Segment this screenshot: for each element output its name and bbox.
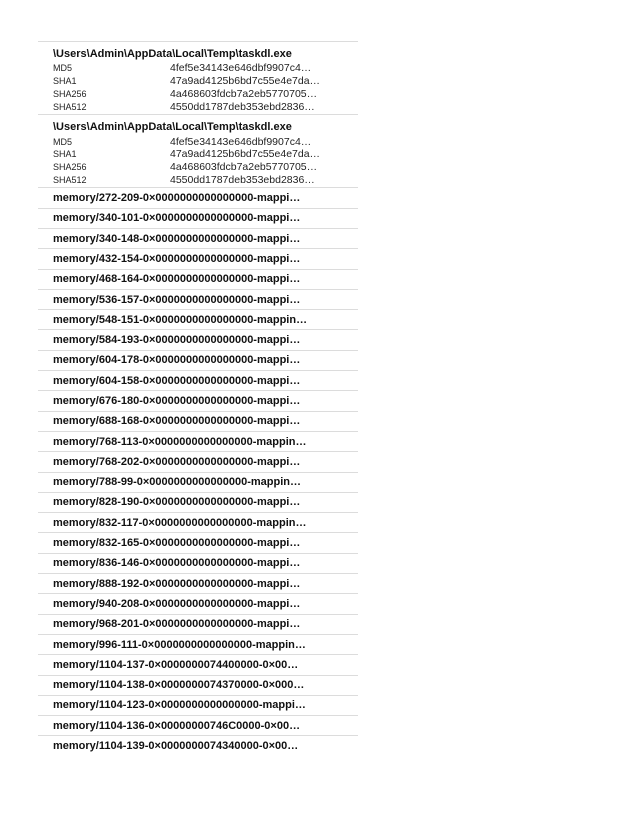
memory-row	[38, 654, 358, 674]
hash-row-sha512	[53, 174, 358, 187]
memory-item: memory/832-117-0×0000000000000000-mappin…	[53, 516, 307, 529]
memory-item: memory/768-113-0×0000000000000000-mappin…	[53, 435, 307, 448]
memory-row	[38, 370, 358, 390]
memory-item: memory/1104-138-0×0000000074370000-0×000…	[53, 679, 305, 692]
artifact-report	[38, 41, 358, 789]
memory-item: memory/536-157-0×0000000000000000-mappi…	[53, 293, 301, 306]
memory-item: memory/548-151-0×0000000000000000-mappin…	[53, 313, 308, 326]
memory-row	[38, 675, 358, 695]
memory-row	[38, 634, 358, 654]
memory-row	[38, 411, 358, 431]
hash-label: SHA512	[53, 174, 87, 185]
memory-row	[38, 532, 358, 552]
memory-item: memory/340-148-0×0000000000000000-mappi…	[53, 232, 301, 245]
hash-row-sha1	[53, 148, 358, 161]
hash-value: 47a9ad4125b6bd7c55e4e7da…	[170, 148, 321, 161]
memory-item: memory/432-154-0×0000000000000000-mappi…	[53, 252, 301, 265]
memory-item: memory/832-165-0×0000000000000000-mappi…	[53, 537, 301, 550]
hash-row-sha256	[53, 161, 358, 174]
memory-item: memory/272-209-0×0000000000000000-mappi…	[53, 192, 301, 205]
hash-value: 4550dd1787deb353ebd2836…	[170, 100, 315, 113]
memory-item: memory/1104-139-0×0000000074340000-0×00…	[53, 740, 299, 753]
memory-item: memory/604-178-0×0000000000000000-mappi…	[53, 354, 301, 367]
hash-value: 4a468603fdcb7a2eb5770705…	[170, 87, 318, 100]
hash-label: SHA1	[53, 76, 77, 87]
hash-value: 4fef5e34143e646dbf9907c4…	[170, 135, 312, 148]
memory-row	[38, 451, 358, 471]
memory-item: memory/788-99-0×0000000000000000-mappin…	[53, 476, 301, 489]
memory-item: memory/1104-137-0×0000000074400000-0×00…	[53, 658, 299, 671]
hash-row-md5	[53, 62, 358, 75]
memory-item: memory/340-101-0×0000000000000000-mappi…	[53, 212, 301, 225]
memory-row	[38, 329, 358, 349]
hash-value: 4550dd1787deb353ebd2836…	[170, 173, 315, 186]
memory-row	[38, 512, 358, 532]
memory-item: memory/688-168-0×0000000000000000-mappi…	[53, 415, 301, 428]
memory-item: memory/768-202-0×0000000000000000-mappi…	[53, 455, 301, 468]
hash-value: 4a468603fdcb7a2eb5770705…	[170, 161, 318, 174]
memory-row	[38, 289, 358, 309]
hash-label: MD5	[53, 136, 73, 147]
memory-item: memory/1104-136-0×00000000746C0000-0×00…	[53, 719, 301, 732]
hash-label: SHA1	[53, 149, 77, 160]
memory-item: memory/996-111-0×0000000000000000-mappin…	[53, 638, 306, 651]
memory-row	[38, 735, 358, 755]
memory-item: memory/676-180-0×0000000000000000-mappi…	[53, 394, 301, 407]
memory-row	[38, 553, 358, 573]
memory-row	[38, 593, 358, 613]
hash-label: SHA256	[53, 162, 87, 173]
memory-item: memory/836-146-0×0000000000000000-mappi…	[53, 557, 301, 570]
hash-row-sha256	[53, 88, 358, 101]
memory-item: memory/584-193-0×0000000000000000-mappi…	[53, 334, 301, 347]
memory-row	[38, 187, 358, 207]
memory-row	[38, 695, 358, 715]
hash-label: SHA256	[53, 88, 87, 99]
memory-row	[38, 350, 358, 370]
memory-item: memory/940-208-0×0000000000000000-mappi…	[53, 597, 301, 610]
memory-item: memory/828-190-0×0000000000000000-mappi…	[53, 496, 301, 509]
memory-row	[38, 492, 358, 512]
memory-row	[38, 269, 358, 289]
hash-label: SHA512	[53, 101, 87, 112]
memory-row	[38, 614, 358, 634]
file-path: \Users\Admin\AppData\Local\Temp\taskdl.exe	[53, 121, 292, 134]
memory-row	[38, 208, 358, 228]
hash-row-md5	[53, 135, 358, 148]
file-entry	[38, 114, 358, 187]
memory-item: memory/604-158-0×0000000000000000-mappi…	[53, 374, 301, 387]
file-entry	[38, 41, 358, 114]
memory-row	[38, 228, 358, 248]
memory-row	[38, 390, 358, 410]
memory-row	[38, 431, 358, 451]
memory-row	[38, 573, 358, 593]
memory-row	[38, 248, 358, 268]
memory-item: memory/1104-123-0×0000000000000000-mappi…	[53, 699, 306, 712]
memory-item: memory/968-201-0×0000000000000000-mappi…	[53, 618, 301, 631]
memory-row	[38, 472, 358, 492]
file-path: \Users\Admin\AppData\Local\Temp\taskdl.exe	[53, 48, 292, 60]
memory-item: memory/888-192-0×0000000000000000-mappi…	[53, 577, 301, 590]
memory-row	[38, 309, 358, 329]
memory-item: memory/468-164-0×0000000000000000-mappi…	[53, 273, 301, 286]
hash-value: 47a9ad4125b6bd7c55e4e7da…	[170, 75, 321, 88]
hash-row-sha512	[53, 100, 358, 113]
hash-label: MD5	[53, 63, 73, 74]
memory-row	[38, 715, 358, 735]
hash-row-sha1	[53, 75, 358, 88]
hash-value: 4fef5e34143e646dbf9907c4…	[170, 62, 312, 75]
